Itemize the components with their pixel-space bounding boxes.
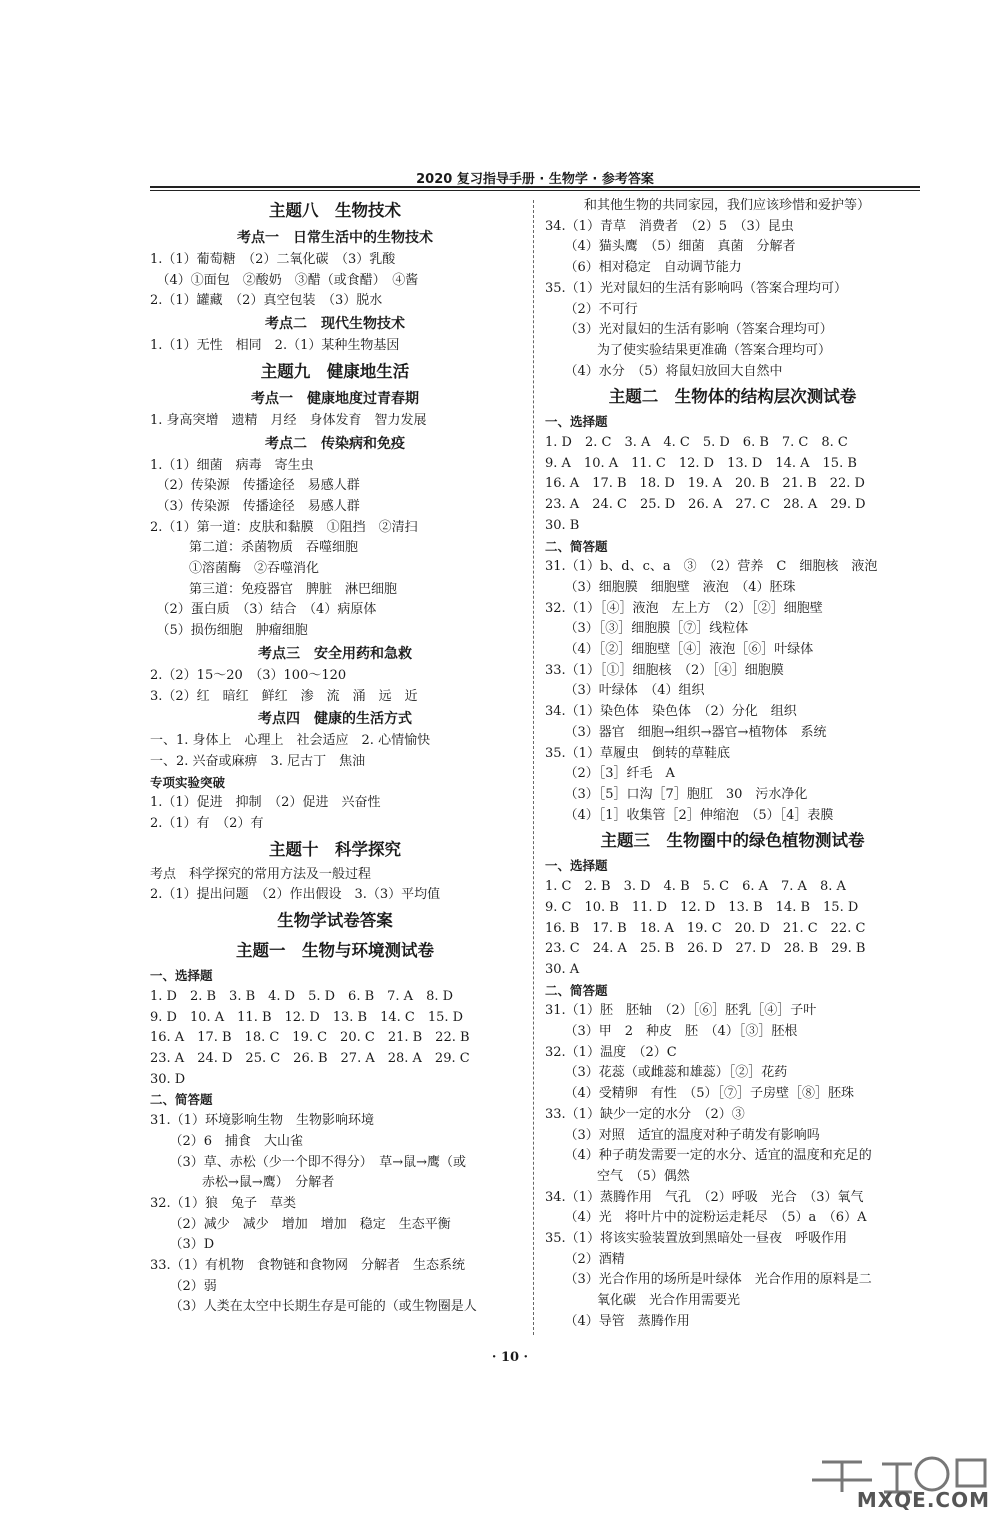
answer-line: 16. B 17. B 18. A 19. C 20. D 21. C 22. C (545, 920, 866, 936)
question-type-label: 一、选择题 (150, 968, 213, 984)
answer-line: 31.（1）环境影响生物 生物影响环境 (150, 1113, 374, 1129)
answer-line: 一、2. 兴奋或麻痹 3. 尼古丁 焦油 (150, 753, 366, 769)
answer-line: 2.（1）有 （2）有 (150, 816, 264, 832)
subsection-title: 考点一 健康地度过青春期 (251, 390, 419, 407)
answer-line: （3）对照 适宜的温度对种子萌发有影响吗 (545, 1127, 820, 1143)
answer-line: （3）草、赤松（少一个即不得分） 草→鼠→鹰（或 (150, 1154, 467, 1170)
answer-line: 1.（1）促进 抑制 （2）促进 兴奋性 (150, 795, 381, 811)
answer-line: 9. C 10. B 11. D 12. D 13. B 14. B 15. D (545, 899, 859, 915)
left-column (150, 196, 520, 1318)
answer-line: 考点 科学探究的常用方法及一般过程 (150, 866, 372, 882)
answer-line: 30. A (545, 961, 580, 977)
answer-line: 32.（1）狼 兔子 草类 (150, 1195, 296, 1211)
answer-line: 9. A 10. A 11. C 12. D 13. D 14. A 15. B (545, 455, 857, 471)
section-title: 主题一 生物与环境测试卷 (236, 941, 434, 961)
answer-line: 第二道：杀菌物质 吞噬细胞 (150, 540, 359, 556)
answer-line: （4）［②］细胞壁［④］液泡［⑥］叶绿体 (545, 642, 814, 658)
section-title: 主题九 健康地生活 (260, 361, 410, 381)
answer-line: （3）甲 2 种皮 胚 （4）［③］胚根 (545, 1024, 798, 1040)
subsection-title: 考点二 传染病和免疫 (265, 435, 405, 452)
answer-line: 9. D 10. A 11. B 12. D 13. B 14. C 15. D (150, 1009, 464, 1025)
answer-line: 34.（1）染色体 染色体 （2）分化 组织 (545, 704, 797, 720)
answer-line: （3）器官 细胞→组织→器官→植物体 系统 (545, 724, 827, 740)
answer-line: （3）光对鼠妇的生活有影响（答案合理均可） (545, 322, 833, 338)
answer-line: （3）［③］细胞膜［⑦］线粒体 (545, 621, 749, 637)
answer-line: 赤松→鼠→鹰） 分解者 (150, 1175, 335, 1191)
subsection-title: 考点二 现代生物技术 (265, 316, 405, 333)
section-title: 生物学试卷答案 (277, 911, 393, 931)
answer-line: （5）损伤细胞 肿瘤细胞 (150, 623, 308, 639)
answer-line: 33.（1）缺少一定的水分 （2）③ (545, 1106, 745, 1122)
section-title: 主题八 生物技术 (269, 201, 401, 220)
answer-line: 1.（1）无性 相同 2.（1）某种生物基因 (150, 338, 400, 354)
answer-line: 35.（1）光对鼠妇的生活有影响吗（答案合理均可） (545, 280, 847, 296)
answer-line: 第三道：免疫器官 脾脏 淋巴细胞 (150, 581, 398, 597)
question-type-label: 专项实验突破 (150, 774, 226, 790)
answer-line: 33.（1）有机物 食物链和食物网 分解者 生态系统 (150, 1258, 465, 1274)
answer-line: 空气 （5）偶然 (545, 1168, 690, 1184)
answer-line: （4）猫头鹰 （5）细菌 真菌 分解者 (545, 239, 796, 255)
answer-line: （2）酒精 (545, 1251, 625, 1267)
answer-line: 1. C 2. B 3. D 4. B 5. C 6. A 7. A 8. A (545, 879, 846, 895)
answer-line: 3.（2）红 暗红 鲜红 渗 流 涌 远 近 (150, 688, 418, 704)
section-title: 主题十 科学探究 (269, 839, 401, 859)
answer-line: 32.（1）［④］液泡 左上方 （2）［②］细胞壁 (545, 600, 823, 616)
answer-line: 2.（1）罐藏 （2）真空包装 （3）脱水 (150, 293, 383, 309)
answer-line: （2）蛋白质 （3）结合 （4）病原体 (150, 602, 377, 618)
answer-line: 35.（1）草履虫 倒转的草鞋底 (545, 745, 730, 761)
answer-line: 为了使实验结果更准确（答案合理均可） (545, 342, 832, 358)
page-header: 2020 复习指导手册 · 生物学 · 参考答案 (416, 172, 654, 187)
header-rule-thin (150, 190, 920, 191)
answer-line: 23. C 24. A 25. B 26. D 27. D 28. B 29. B (545, 941, 866, 957)
answer-line: 16. A 17. B 18. C 19. C 20. C 21. B 22. B (150, 1030, 470, 1046)
answer-line: （3）D (150, 1237, 215, 1253)
question-type-label: 二、简答题 (545, 538, 608, 554)
answer-line: （2）减少 减少 增加 增加 稳定 生态平衡 (150, 1216, 451, 1232)
answer-line: （2）6 捕食 大山雀 (150, 1133, 304, 1149)
subsection-title: 考点三 安全用药和急救 (258, 645, 412, 662)
answer-line: ①溶菌酶 ②吞噬消化 (150, 561, 320, 577)
answer-line: 1. D 2. C 3. A 4. C 5. D 6. B 7. C 8. C (545, 435, 848, 451)
answer-line: （6）相对稳定 自动调节能力 (545, 260, 742, 276)
watermark-text: MXQE.COM (856, 1488, 990, 1512)
answer-line: 31.（1）胚 胚轴 （2）［⑥］胚乳［④］子叶 (545, 1003, 817, 1019)
section-title: 主题三 生物圈中的绿色植物测试卷 (600, 831, 865, 851)
subsection-title: 考点四 健康的生活方式 (258, 711, 412, 728)
answer-line: 和其他生物的共同家园，我们应该珍惜和爱护等） (545, 198, 871, 213)
answer-line: （3）［5］口沟［7］胞肛 30 污水净化 (545, 786, 808, 802)
answer-line: （3）传染源 传播途径 易感人群 (150, 498, 360, 514)
answer-line: 30. D (150, 1071, 186, 1087)
answer-line: （2）传染源 传播途径 易感人群 (150, 478, 360, 494)
answer-line: 32.（1）温度 （2）C (545, 1044, 677, 1060)
header-rule (150, 186, 920, 188)
right-column (545, 196, 920, 1333)
answer-line: （2）弱 (150, 1278, 217, 1294)
answer-line: 1.（1）细菌 病毒 寄生虫 (150, 457, 314, 473)
answer-line: 一、1. 身体上 心理上 社会适应 2. 心情愉快 (150, 733, 431, 749)
answer-line: （3）叶绿体 （4）组织 (545, 683, 705, 699)
answer-line: 2.（2）15～20 （3）100～120 (150, 667, 347, 683)
answer-line: （4）光 将叶片中的淀粉运走耗尽 （5）a （6）A (545, 1210, 867, 1226)
answer-line: （4）种子萌发需要一定的水分、适宜的温度和充足的 (545, 1148, 872, 1164)
answer-line: （2）［3］纤毛 A (545, 766, 675, 782)
question-type-label: 二、简答题 (545, 982, 608, 998)
answer-line: 1.（1）葡萄糖 （2）二氧化碳 （3）乳酸 (150, 252, 396, 267)
answer-line: 35.（1）将该实验装置放到黑暗处一昼夜 呼吸作用 (545, 1231, 847, 1247)
answer-line: 31.（1）b、d、c、a ③ （2）营养 C 细胞核 液泡 (545, 559, 878, 575)
answer-line: 23. A 24. C 25. D 26. A 27. C 28. A 29. D (545, 497, 866, 513)
answer-line: 33.（1）［①］细胞核 （2）［④］细胞膜 (545, 662, 784, 678)
answer-line: 氧化碳 光合作用需要光 (545, 1293, 741, 1309)
answer-line: 34.（1）青草 消费者 （2）5 （3）昆虫 (545, 218, 794, 234)
answer-line: （4）受精卵 有性 （5）［⑦］子房壁［⑧］胚珠 (545, 1086, 855, 1102)
question-type-label: 二、简答题 (150, 1092, 213, 1108)
answer-line: 23. A 24. D 25. C 26. B 27. A 28. A 29. C (150, 1050, 470, 1066)
answer-line: 1. 身高突增 遗精 月经 身体发育 智力发展 (150, 412, 427, 428)
answer-line: （3）光合作用的场所是叶绿体 光合作用的原料是二 (545, 1272, 872, 1288)
answer-line: 34.（1）蒸腾作用 气孔 （2）呼吸 光合 （3）氧气 (545, 1189, 864, 1205)
answer-line: （4）导管 蒸腾作用 (545, 1313, 690, 1329)
answer-line: 2.（1）提出问题 （2）作出假设 3.（3）平均值 (150, 887, 441, 903)
answer-line: （4）水分 （5）将鼠妇放回大自然中 (545, 363, 783, 379)
answer-line: （4）［1］收集管［2］伸缩泡 （5）［4］表膜 (545, 807, 834, 823)
answer-line: 16. A 17. B 18. D 19. A 20. B 21. B 22. D (545, 476, 865, 492)
subsection-title: 考点一 日常生活中的生物技术 (237, 230, 433, 246)
answer-line: （3）花蕊（或雌蕊和雄蕊）［②］花药 (545, 1065, 788, 1081)
column-divider (533, 200, 534, 1335)
answer-line: 30. B (545, 517, 580, 533)
answer-line: 1. D 2. B 3. B 4. D 5. D 6. B 7. A 8. D (150, 988, 454, 1004)
question-type-label: 一、选择题 (545, 414, 608, 430)
answer-line: （4）①面包 ②酸奶 ③醋（或食醋） ④酱 (150, 272, 419, 288)
answer-line: （2）不可行 (545, 301, 638, 317)
question-type-label: 一、选择题 (545, 858, 608, 874)
page-number: · 10 · (491, 1350, 529, 1365)
answer-line: （3）人类在太空中长期生存是可能的（或生物圈是人 (150, 1299, 477, 1315)
section-title: 主题二 生物体的结构层次测试卷 (608, 387, 857, 407)
answer-line: （3）细胞膜 细胞壁 液泡 （4）胚珠 (545, 579, 796, 595)
answer-line: 2.（1）第一道：皮肤和黏膜 ①阻挡 ②清扫 (150, 519, 418, 535)
